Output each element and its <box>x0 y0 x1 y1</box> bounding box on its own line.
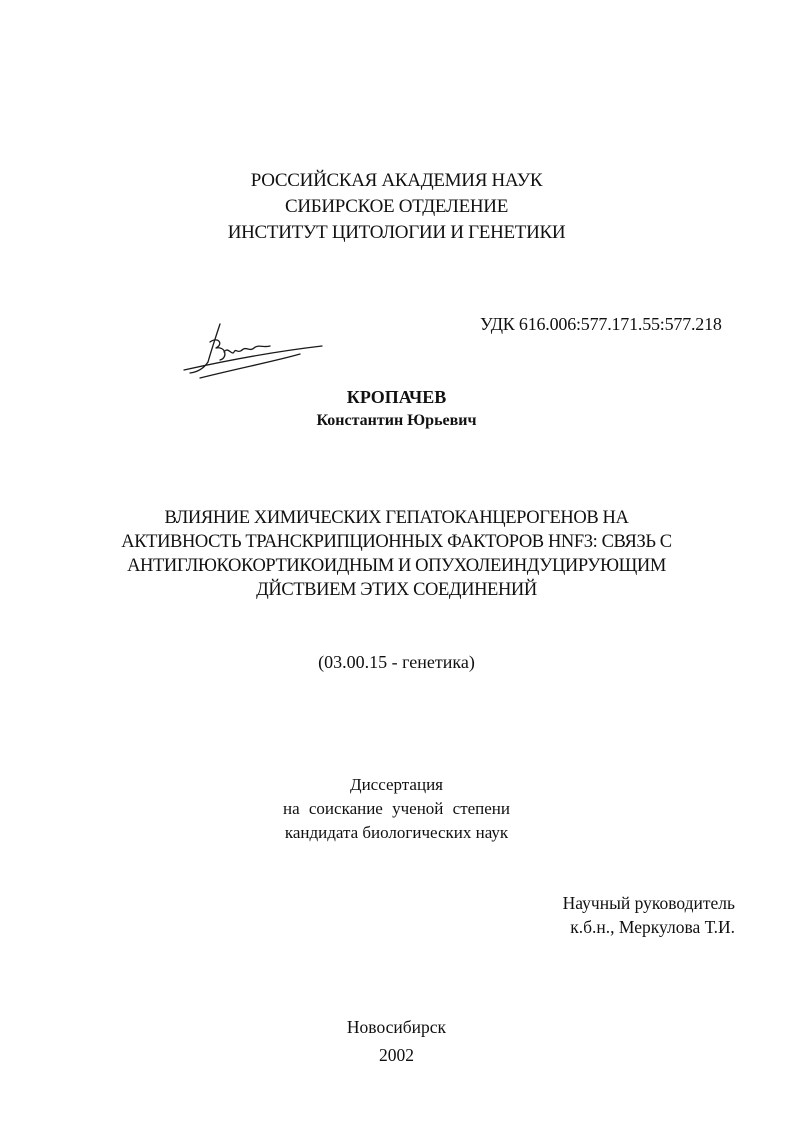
footer-year: 2002 <box>379 1045 414 1065</box>
footer-block <box>0 1013 793 1069</box>
degree-block <box>0 773 793 845</box>
degree-line-field: кандидата биологических наук <box>284 823 509 842</box>
supervisor-label: Научный руководитель <box>562 893 735 913</box>
specialty-code: (03.00.15 - генетика) <box>318 652 475 672</box>
author-name: Константин Юрьевич <box>316 412 477 429</box>
supervisor-block <box>563 891 735 939</box>
thesis-title-line-2: АКТИВНОСТЬ ТРАНСКРИПЦИОННЫХ ФАКТОРОВ HNF3: СВЯЗЬ С <box>121 532 672 552</box>
organization-header <box>0 168 793 246</box>
supervisor-name: к.б.н., Меркулова Т.И. <box>570 917 735 937</box>
thesis-title-line-4: ДЙСТВИЕМ ЭТИХ СОЕДИНЕНИЙ <box>256 580 537 600</box>
degree-line-dissertation: Диссертация <box>349 775 443 794</box>
organization-line-branch: СИБИРСКОЕ ОТДЕЛЕНИЕ <box>284 196 509 217</box>
thesis-title-line-3: АНТИГЛЮКОКОРТИКОИДНЫМ И ОПУХОЛЕИНДУЦИРУЮЩИМ <box>127 556 666 576</box>
thesis-title <box>0 506 793 602</box>
thesis-title-line-1: ВЛИЯНИЕ ХИМИЧЕСКИХ ГЕПАТОКАНЦЕРОГЕНОВ НА <box>164 508 629 528</box>
udk-code: УДК 616.006:577.171.55:577.218 <box>480 314 722 334</box>
organization-line-academy: РОССИЙСКАЯ АКАДЕМИЯ НАУК <box>250 170 543 191</box>
author-surname: КРОПАЧЕВ <box>346 387 447 407</box>
degree-line-purpose: на соискание ученой степени <box>282 799 511 818</box>
organization-line-institute: ИНСТИТУТ ЦИТОЛОГИИ И ГЕНЕТИКИ <box>227 222 566 243</box>
author-block <box>0 385 793 432</box>
footer-city: Новосибирск <box>346 1017 447 1037</box>
handwritten-signature-icon <box>180 318 330 380</box>
